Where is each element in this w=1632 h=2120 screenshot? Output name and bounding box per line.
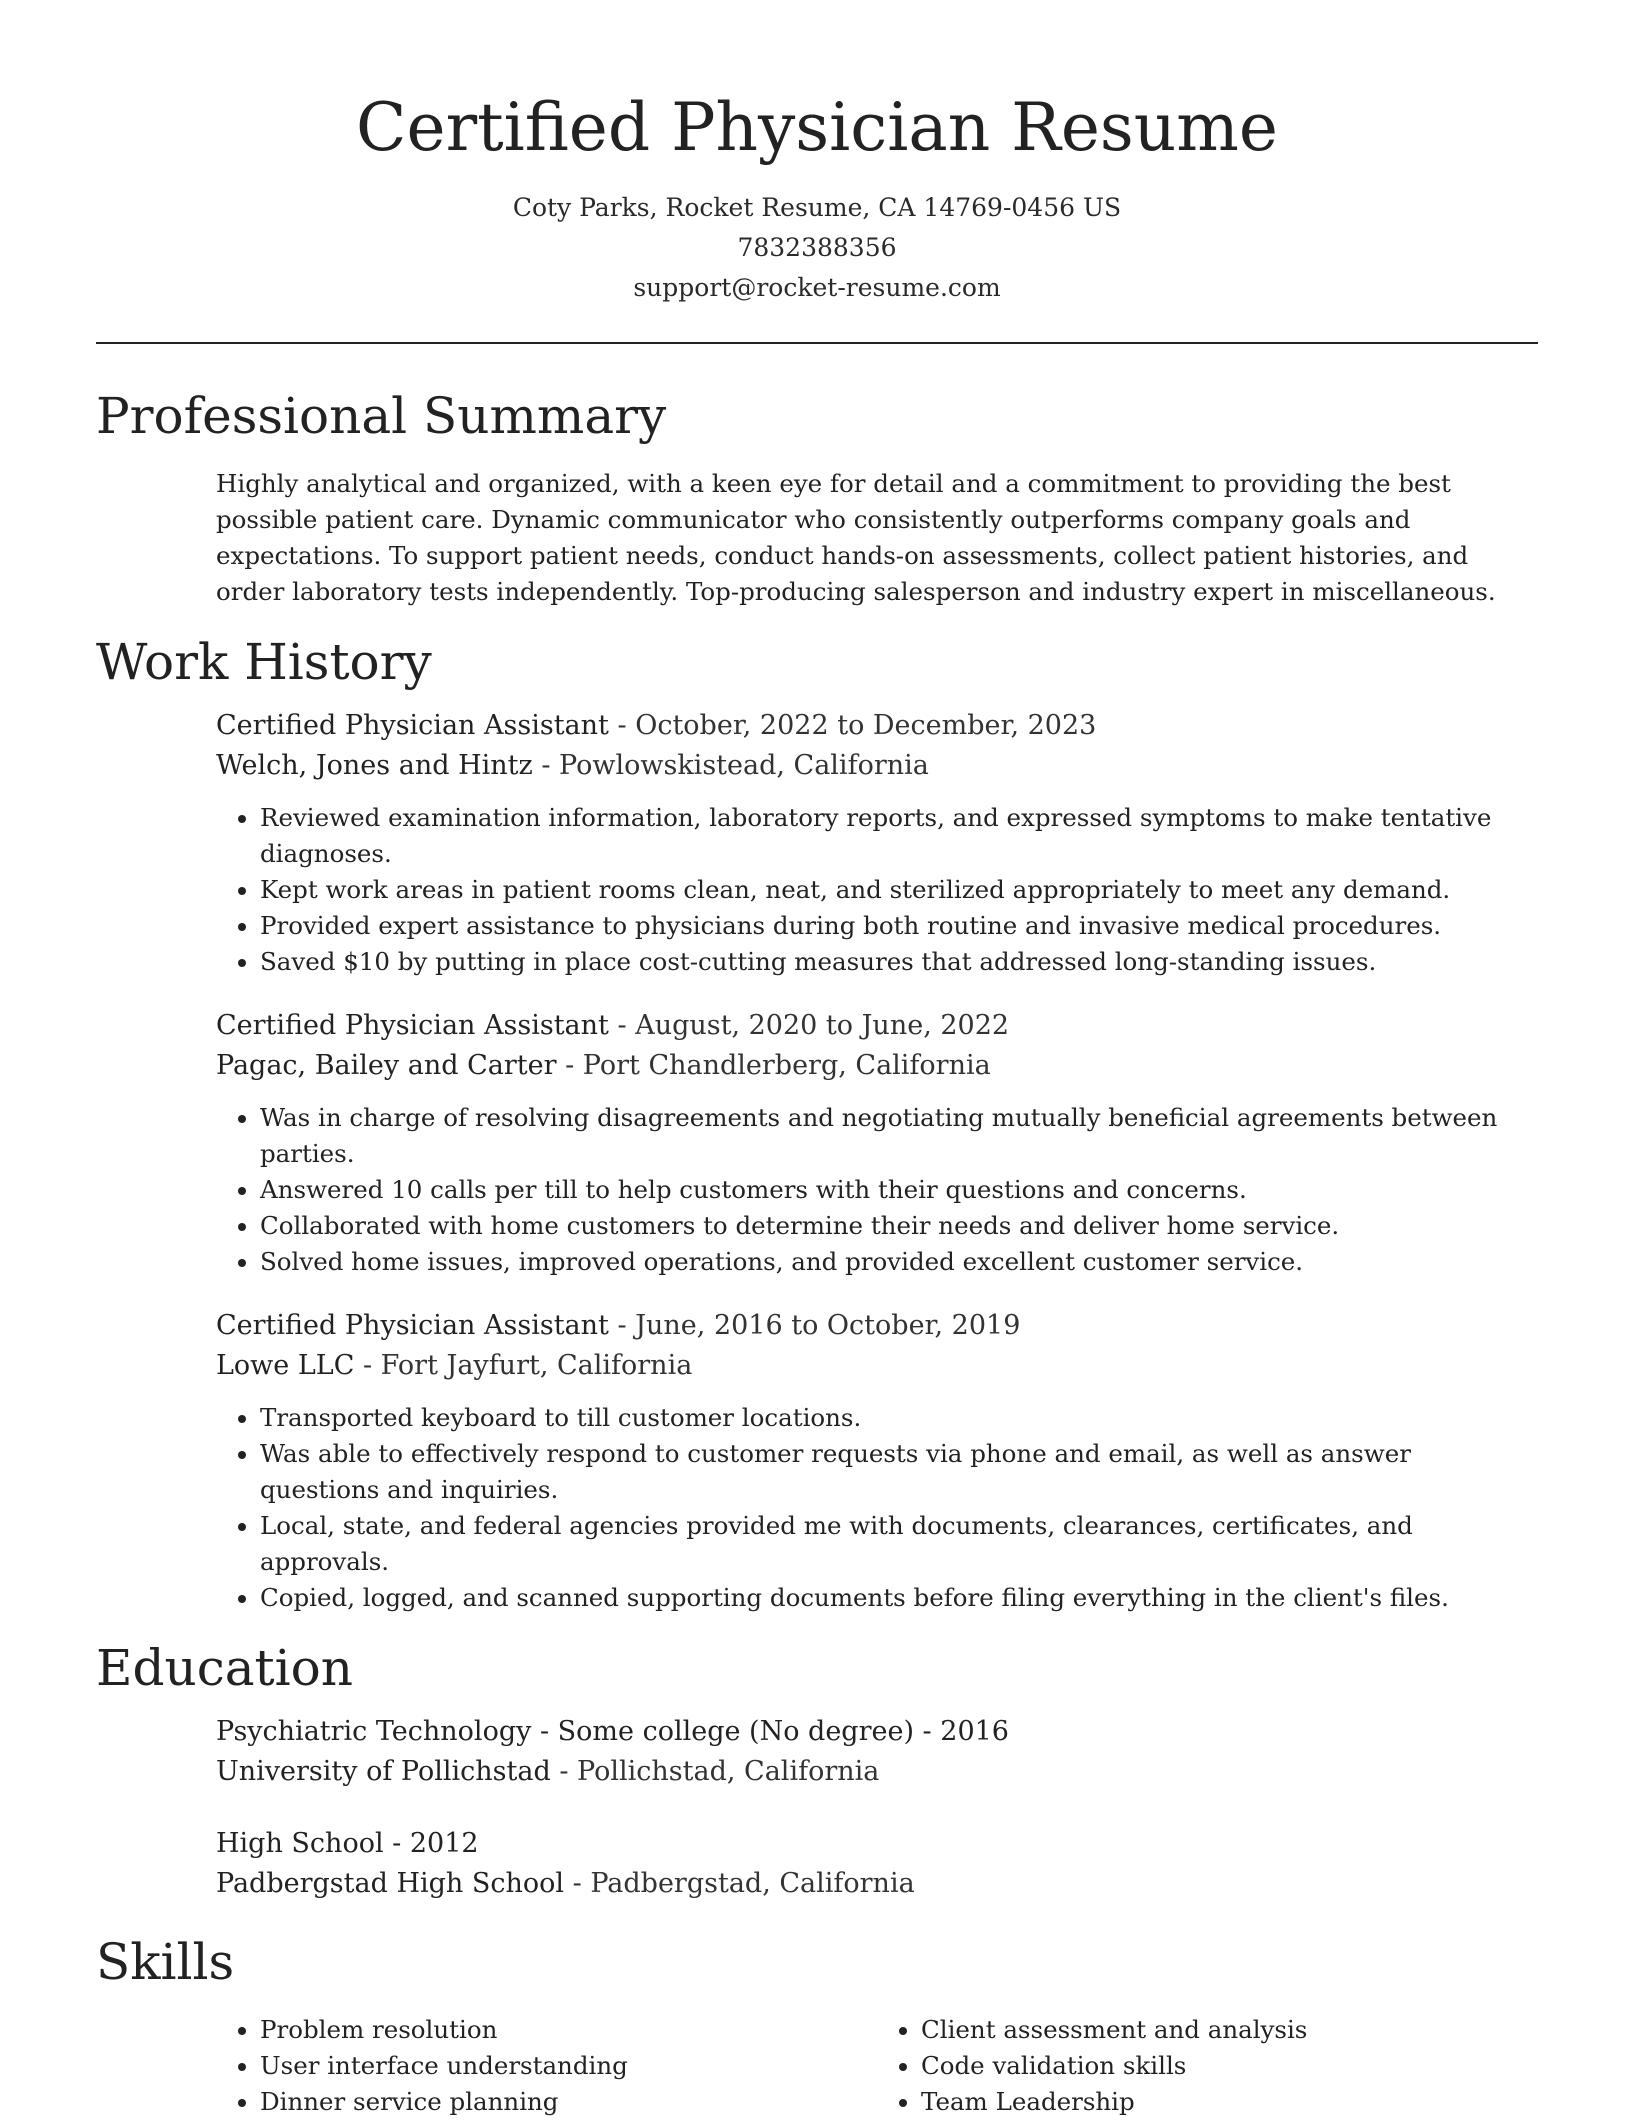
job-bullet: • Saved $10 by putting in place cost-cutting measures that addressed long-standing issues. bbox=[260, 944, 1538, 980]
job-bullet: • Answered 10 calls per till to help customers with their questions and concerns. bbox=[260, 1172, 1538, 1208]
skills-list bbox=[216, 2012, 1538, 2120]
job-entry bbox=[216, 1006, 1538, 1280]
skills-column-right bbox=[877, 2012, 1538, 2120]
job-bullet: • Copied, logged, and scanned supporting documents before filing everything in the client's files. bbox=[260, 1580, 1538, 1616]
education-school: University of Pollichstad bbox=[216, 1756, 551, 1787]
education-school-line bbox=[216, 1752, 1538, 1792]
job-bullet: • Was in charge of resolving disagreements and negotiating mutually beneficial agreements between parties. bbox=[260, 1100, 1538, 1172]
job-company-line bbox=[216, 746, 1538, 786]
education-school-line bbox=[216, 1864, 1538, 1904]
job-company: Pagac, Bailey and Carter bbox=[216, 1050, 557, 1081]
job-location: - Fort Jayfurt, California bbox=[354, 1350, 693, 1381]
job-bullets bbox=[216, 800, 1538, 980]
education-school: Padbergstad High School bbox=[216, 1868, 565, 1899]
education-program: Psychiatric Technology - Some college (No degree) - 2016 bbox=[216, 1716, 1009, 1747]
job-company: Lowe LLC bbox=[216, 1350, 355, 1381]
job-bullet: • Solved home issues, improved operations, and provided excellent customer service. bbox=[260, 1244, 1538, 1280]
job-bullet: • Was able to effectively respond to customer requests via phone and email, as well as answer questions and inquiries. bbox=[260, 1436, 1538, 1508]
job-bullet: • Local, state, and federal agencies provided me with documents, clearances, certificates, and approvals. bbox=[260, 1508, 1538, 1580]
job-company-line bbox=[216, 1346, 1538, 1386]
contact-block bbox=[96, 188, 1538, 308]
job-role: Certified Physician Assistant bbox=[216, 710, 609, 741]
education-location: - Padbergstad, California bbox=[564, 1868, 915, 1899]
education-entry bbox=[216, 1712, 1538, 1792]
contact-address: Coty Parks, Rocket Resume, CA 14769-0456 US bbox=[512, 193, 1122, 222]
work-history-heading: Work History bbox=[96, 633, 432, 691]
skill-item: • User interface understanding bbox=[260, 2048, 877, 2084]
education-entry bbox=[216, 1824, 1538, 1904]
resume-title: Certified Physician Resume bbox=[356, 89, 1278, 166]
education-location: - Pollichstad, California bbox=[550, 1756, 880, 1787]
job-role: Certified Physician Assistant bbox=[216, 1010, 609, 1041]
skills-column-left bbox=[216, 2012, 877, 2120]
job-title-line bbox=[216, 1306, 1538, 1346]
job-company: Welch, Jones and Hintz bbox=[216, 750, 533, 781]
job-entry bbox=[216, 1306, 1538, 1616]
job-location: - Powlowskistead, California bbox=[532, 750, 929, 781]
skill-item: • Client assessment and analysis bbox=[921, 2012, 1538, 2048]
job-location: - Port Chandlerberg, California bbox=[556, 1050, 991, 1081]
summary-heading: Professional Summary bbox=[96, 387, 667, 445]
skill-item: • Code validation skills bbox=[921, 2048, 1538, 2084]
skill-item: • Problem resolution bbox=[260, 2012, 877, 2048]
job-bullets bbox=[216, 1100, 1538, 1280]
resume-page bbox=[96, 0, 1538, 2120]
job-title-line bbox=[216, 1006, 1538, 1046]
job-bullets bbox=[216, 1400, 1538, 1616]
job-bullet: • Reviewed examination information, laboratory reports, and expressed symptoms to make tentative diagnoses. bbox=[260, 800, 1538, 872]
job-bullet: • Kept work areas in patient rooms clean, neat, and sterilized appropriately to meet any demand. bbox=[260, 872, 1538, 908]
contact-email: support@rocket-resume.com bbox=[633, 273, 1001, 302]
skill-item: • Dinner service planning bbox=[260, 2084, 877, 2120]
job-entry bbox=[216, 706, 1538, 980]
job-dates: - August, 2020 to June, 2022 bbox=[608, 1010, 1010, 1041]
job-dates: - June, 2016 to October, 2019 bbox=[608, 1310, 1021, 1341]
skill-item: • Team Leadership bbox=[921, 2084, 1538, 2120]
job-title-line bbox=[216, 706, 1538, 746]
education-heading: Education bbox=[96, 1639, 353, 1697]
job-bullet: • Collaborated with home customers to determine their needs and deliver home service. bbox=[260, 1208, 1538, 1244]
skills-heading: Skills bbox=[96, 1933, 235, 1991]
job-bullet: • Provided expert assistance to physicians during both routine and invasive medical procedures. bbox=[260, 908, 1538, 944]
job-role: Certified Physician Assistant bbox=[216, 1310, 609, 1341]
education-program: High School - 2012 bbox=[216, 1828, 479, 1859]
contact-phone: 7832388356 bbox=[737, 233, 897, 262]
job-dates: - October, 2022 to December, 2023 bbox=[608, 710, 1097, 741]
header-divider bbox=[96, 342, 1538, 344]
job-bullet: • Transported keyboard to till customer locations. bbox=[260, 1400, 1538, 1436]
job-company-line bbox=[216, 1046, 1538, 1086]
summary-text: Highly analytical and organized, with a keen eye for detail and a commitment to providing the best possible patient care. Dynamic communicator who consistently outperforms company goals and expectations. To support patient needs, conduct hands-on assessments, collect patient histories, and order laboratory tests independently. Top-producing salesperson and industry expert in miscellaneous. bbox=[216, 469, 1496, 606]
